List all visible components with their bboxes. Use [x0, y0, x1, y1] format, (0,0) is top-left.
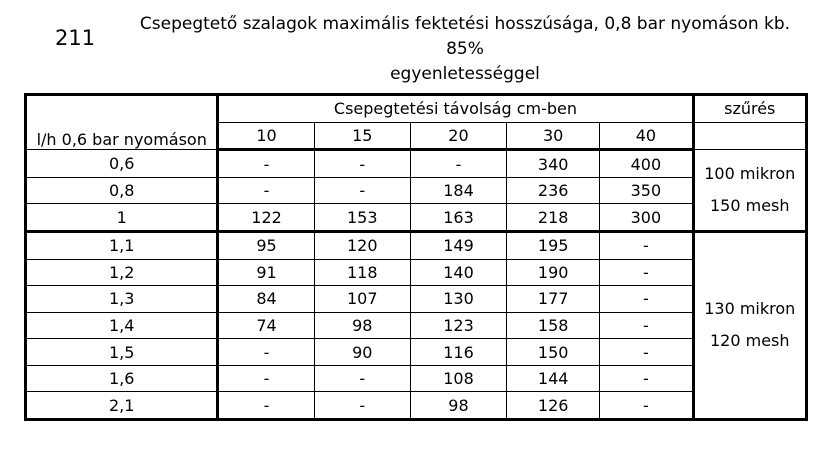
table-row [26, 177, 807, 204]
value-cell: - [600, 259, 693, 286]
value-cell: - [314, 177, 410, 204]
page-title [120, 12, 810, 87]
value-cell: 400 [600, 150, 693, 178]
value-cell: 98 [410, 392, 506, 420]
value-cell: 108 [410, 365, 506, 392]
value-cell: 95 [218, 231, 314, 259]
value-cell: 195 [507, 231, 600, 259]
flow-cell: 0,8 [26, 177, 218, 204]
value-cell: - [600, 231, 693, 259]
filter-group-2-mesh: 120 mesh [709, 331, 790, 351]
value-cell: - [218, 177, 314, 204]
filter-group-1-microns: 100 mikron [704, 164, 796, 184]
table-row [26, 365, 807, 392]
page-number: 211 [55, 26, 96, 50]
value-cell: - [600, 312, 693, 339]
table-row [26, 339, 807, 366]
value-cell: - [314, 150, 410, 178]
header-row-1 [26, 95, 807, 123]
value-cell: - [410, 150, 506, 178]
title-line-2: egyenletességgel [390, 64, 540, 84]
value-cell: - [314, 392, 410, 420]
table-row [26, 392, 807, 420]
spacing-col-header: 40 [600, 122, 693, 150]
filter-group-2-microns: 130 mikron [704, 299, 796, 319]
value-cell: 163 [410, 204, 506, 232]
spacing-col-header: 15 [314, 122, 410, 150]
value-cell: 123 [410, 312, 506, 339]
value-cell: 177 [507, 286, 600, 313]
value-cell: - [314, 365, 410, 392]
flow-cell: 1,3 [26, 286, 218, 313]
table-row [26, 150, 807, 178]
value-cell: 84 [218, 286, 314, 313]
value-cell: 91 [218, 259, 314, 286]
value-cell: 350 [600, 177, 693, 204]
flow-cell: 2,1 [26, 392, 218, 420]
value-cell: 120 [314, 231, 410, 259]
flow-cell: 0,6 [26, 150, 218, 178]
filter-group-1 [693, 150, 807, 232]
table-row [26, 259, 807, 286]
value-cell: 158 [507, 312, 600, 339]
spacing-col-header: 30 [507, 122, 600, 150]
value-cell: 190 [507, 259, 600, 286]
value-cell: - [218, 392, 314, 420]
filter-group-2 [693, 231, 807, 419]
flow-cell: 1,6 [26, 365, 218, 392]
value-cell: 98 [314, 312, 410, 339]
value-cell: 144 [507, 365, 600, 392]
value-cell: 74 [218, 312, 314, 339]
value-cell: 236 [507, 177, 600, 204]
value-cell: 300 [600, 204, 693, 232]
flow-cell: 1 [26, 204, 218, 232]
filter-header: szűrés [693, 95, 807, 123]
filter-group-1-mesh: 150 mesh [709, 196, 790, 216]
value-cell: 118 [314, 259, 410, 286]
flow-cell: 1,2 [26, 259, 218, 286]
spacing-col-header: 10 [218, 122, 314, 150]
drip-tape-length-table [24, 93, 808, 421]
value-cell: 130 [410, 286, 506, 313]
flow-cell: 1,4 [26, 312, 218, 339]
value-cell: 184 [410, 177, 506, 204]
value-cell: 126 [507, 392, 600, 420]
row-header: l/h 0,6 bar nyomáson [26, 95, 218, 150]
table-row [26, 286, 807, 313]
value-cell: 218 [507, 204, 600, 232]
value-cell: 150 [507, 339, 600, 366]
flow-cell: 1,1 [26, 231, 218, 259]
value-cell: - [600, 286, 693, 313]
table-row [26, 231, 807, 259]
spacing-col-header: 20 [410, 122, 506, 150]
value-cell: 149 [410, 231, 506, 259]
filter-header-blank [693, 122, 807, 150]
value-cell: 116 [410, 339, 506, 366]
flow-cell: 1,5 [26, 339, 218, 366]
value-cell: 90 [314, 339, 410, 366]
value-cell: 153 [314, 204, 410, 232]
value-cell: 122 [218, 204, 314, 232]
value-cell: 140 [410, 259, 506, 286]
value-cell: - [600, 392, 693, 420]
table-row [26, 312, 807, 339]
value-cell: - [218, 150, 314, 178]
value-cell: - [600, 365, 693, 392]
table-row [26, 204, 807, 232]
value-cell: - [600, 339, 693, 366]
value-cell: - [218, 339, 314, 366]
title-line-1: Csepegtető szalagok maximális fektetési hosszúsága, 0,8 bar nyomáson kb. 85% [139, 14, 791, 59]
spacing-header: Csepegtetési távolság cm-ben [218, 95, 693, 123]
value-cell: - [218, 365, 314, 392]
value-cell: 107 [314, 286, 410, 313]
value-cell: 340 [507, 150, 600, 178]
